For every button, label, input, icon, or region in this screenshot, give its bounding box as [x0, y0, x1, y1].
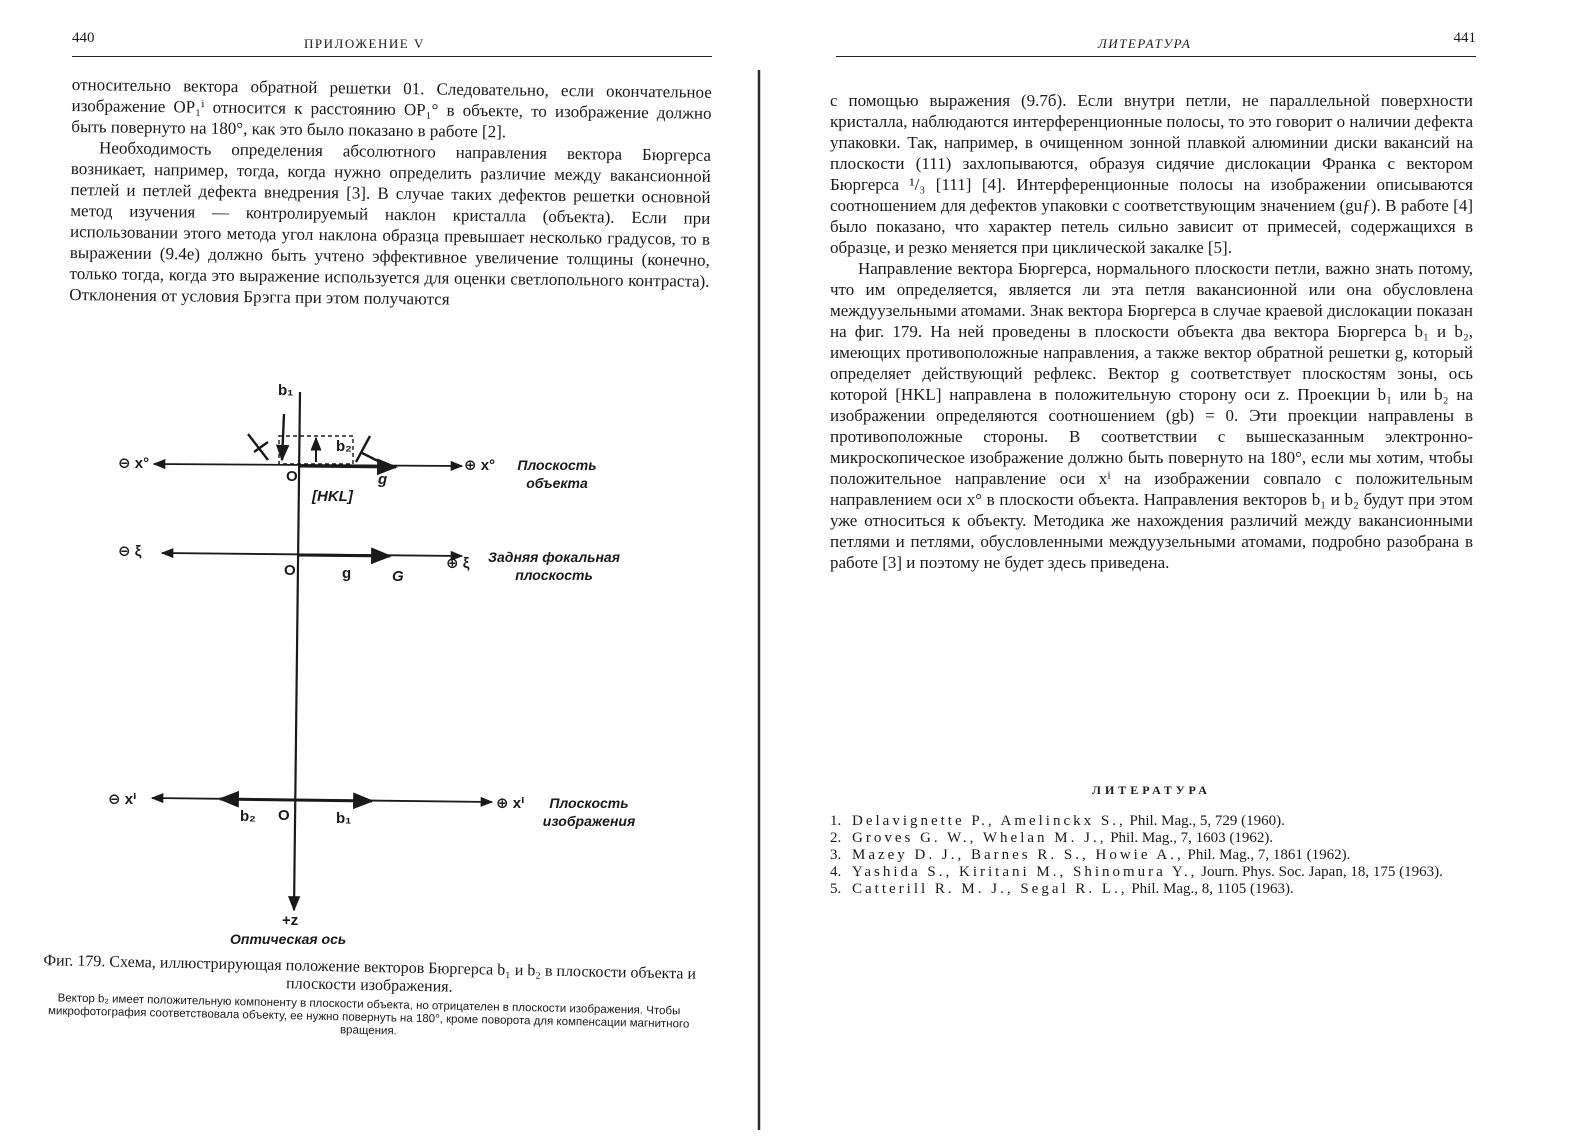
label-g-mid: g	[342, 565, 352, 582]
label-optical-axis: Оптическая ось	[230, 931, 347, 947]
reference-item: 3. Mazey D. J., Barnes R. S., Howie A., Phil. Mag., 7, 1861 (1962).	[830, 847, 1351, 863]
paragraph: Направление вектора Бюргерса, нормального плоскости петли, важно знать потому, что им определяется, является ли эта петля вакансионной или она обусловлена междуузельными атомами. Знак вектора Бюргерса в случае краевой дислокации показан на фиг. 179. На ней проведены в плоскости объекта два вектора Бюргерса b₁ и b₂, имеющих противоположные направления, а также вектор обратной решетки g, который определяет действующий рефлекс. Вектор g соответствует плоскостям зоны, ось которой [HKL] направлена в положительную сторону оси z. Проекции b₁ или b₂ на изображении определяются соотношением (gb) = 0. Эти проекции направлены в противоположные стороны. В соответствии с вышесказанным электронно-микроскопическое изображение должно быть повернуто на 180°, если мы хотим, чтобы положительное направление оси xⁱ на изображении совпало с положительным направлением оси x° в плоскости объекта. Направления векторов b₁ и b₂ будут при этом уже относиться к объекту. Методика же нахождения различий между вакансионными петлями и петлями, обусловленными междуузельными атомами, подробно разобрана в работе [3] и поэтому не будет здесь приведена.	[830, 259, 1473, 572]
label-x0-minus: ⊖ x°	[118, 455, 150, 472]
paragraph: относительно вектора обратной решетки 01. Следовательно, если окончательное изображение OP₁ⁱ относится к расстоянию OP₁° в объекте, то изображение должно быть повернуто на 180°, как это было показано в работе [2].	[71, 74, 712, 142]
reference-item: 2. Groves G. W., Whelan M. J., Phil. Mag., 7, 1603 (1962).	[830, 830, 1274, 846]
right-page	[780, 0, 1571, 1146]
burgers-vector-diagram	[72, 380, 712, 960]
reference-authors: Groves G. W., Whelan M. J.,	[852, 830, 1107, 846]
left-body-text	[69, 74, 712, 313]
label-hkl: [HKL]	[312, 488, 353, 505]
paragraph: Необходимость определения абсолютного направления вектора Бюргерса возникает, например, тогда, когда нужно определить различие между вакансионной петлей и петлей дефекта внедрения [3]. В случае таких дефектов решетки основной метод изучения — контролируемый наклон кристалла (объекта). Если при использовании этого метода угол наклона образца превышает несколько градусов, то в выражении (9.4е) должно быть учтено эффективное увеличение толщины (конечно, только тогда, когда это выражение используется для оценки светлопольного контраста). Отклонения от условия Брэгга при этом получаются	[69, 138, 712, 309]
label-b1-bottom: b₁	[336, 810, 352, 827]
label-object-plane: Плоскость объекта	[517, 457, 597, 491]
caption-note: Вектор b₂ имеет положительную компоненту в плоскости объекта, но отрицателен в плоскости изображения. Чтобы микрофотография соответствовала объекту, ее нужно повернуть на 180°, кроме поворота для компенсации магнитного вращения.	[47, 992, 690, 1038]
reference-source: Journ. Phys. Soc. Japan, 18, 175 (1963).	[1197, 864, 1443, 880]
label-b1-top: b₁	[278, 382, 294, 399]
label-xim-plus: ⊕ xⁱ	[496, 795, 525, 812]
references-heading: ЛИТЕРАТУРА	[1092, 783, 1211, 797]
running-head-right	[836, 28, 1476, 57]
label-o-top: O	[286, 468, 298, 485]
reference-source: Phil. Mag., 8, 1105 (1963).	[1127, 881, 1294, 897]
figure-179	[72, 380, 712, 960]
page-number-left: 440	[72, 30, 95, 46]
label-xi-plus: ⊕ ξ	[446, 555, 470, 572]
label-G-mid: G	[392, 568, 404, 585]
label-b2-top: b₂	[336, 438, 352, 455]
label-g-top: g	[378, 471, 388, 488]
label-image-plane: Плоскость изображения	[542, 795, 636, 829]
label-xi-minus: ⊖ ξ	[118, 543, 142, 560]
reference-source: Phil. Mag., 5, 729 (1960).	[1125, 813, 1285, 829]
running-title-right: ЛИТЕРАТУРА	[1098, 36, 1192, 51]
reference-authors: Catterill R. M. J., Segal R. L.,	[852, 881, 1128, 897]
label-x0-plus: ⊕ x°	[464, 457, 496, 474]
label-o-bottom: O	[278, 807, 290, 824]
g-vector-focal	[298, 555, 390, 556]
b1-vector-object	[282, 414, 284, 460]
paragraph: с помощью выражения (9.7б). Если внутри петли, не параллельной поверхности кристалла, наблюдаются интерференционные полосы, то это говорит о наличии дефекта упаковки. Так, например, в очищенном зонной плавкой алюминии диски вакансий на плоскости (111) захлопываются, образуя сидячие дислокации Франка с вектором Бюргерса ¹/₃ [111] [4]. Интерференционные полосы на изображении описываются соотношением для дефектов упаковки с соответствующим значением (guƒ). В работе [4] было показано, что характер петель сильно зависит от примесей, содержащихся в образце, и резко меняется при циклической закалке [5].	[830, 91, 1473, 257]
b1-vector-image	[294, 800, 372, 801]
figure-caption	[38, 952, 700, 1045]
gutter-shadow	[757, 70, 761, 1130]
label-o-mid: O	[284, 562, 296, 579]
reference-item: 1. Delavignette P., Amelinckx S., Phil. Mag., 5, 729 (1960).	[830, 813, 1285, 829]
dislocation-right	[356, 436, 380, 462]
running-title-left: ПРИЛОЖЕНИЕ V	[304, 36, 425, 51]
label-b2-bottom: b₂	[240, 808, 256, 825]
references-list	[830, 813, 1473, 898]
reference-authors: Delavignette P., Amelinckx S.,	[852, 813, 1126, 829]
label-xim-minus: ⊖ xⁱ	[108, 791, 137, 808]
reference-source: Phil. Mag., 7, 1603 (1962).	[1106, 830, 1274, 846]
label-focal-plane: Задняя фокальная плоскость	[488, 549, 620, 583]
running-head-left	[72, 28, 712, 57]
left-page	[0, 0, 760, 1146]
b2-vector-image	[220, 799, 294, 800]
reference-source: Phil. Mag., 7, 1861 (1962).	[1183, 847, 1351, 863]
right-body-text	[830, 90, 1473, 573]
label-z-axis: +z	[282, 912, 299, 929]
reference-item: 4. Yashida S., Kiritani M., Shinomura Y., Journ. Phys. Soc. Japan, 18, 175 (1963).	[830, 864, 1443, 880]
reference-item: 5. Catterill R. M. J., Segal R. L., Phil. Mag., 8, 1105 (1963).	[830, 881, 1294, 897]
g-vector-object	[300, 466, 396, 467]
caption-main: Фиг. 179. Схема, иллюстрирующая положение векторов Бюргерса b₁ и b₂ в плоскости объекта и плоскости изображения.	[43, 952, 697, 996]
dislocation-left	[248, 434, 268, 460]
reference-authors: Yashida S., Kiritani M., Shinomura Y.,	[852, 864, 1198, 880]
page-number-right: 441	[1453, 30, 1476, 46]
reference-authors: Mazey D. J., Barnes R. S., Howie A.,	[852, 847, 1184, 863]
